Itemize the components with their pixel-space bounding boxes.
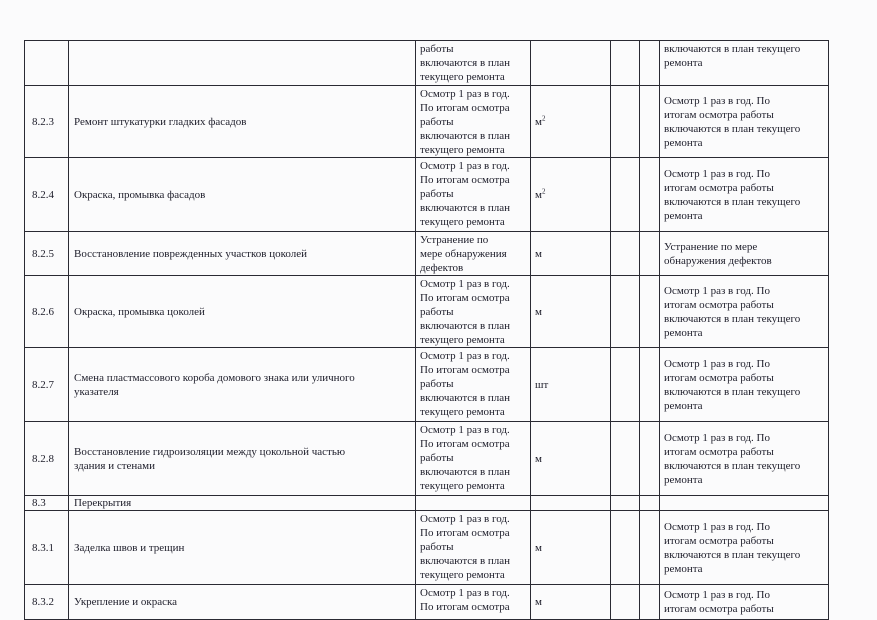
work-note — [660, 585, 829, 620]
row-number — [25, 496, 69, 511]
table-row — [25, 232, 829, 276]
empty-cell — [640, 232, 660, 276]
work-periodicity — [416, 232, 531, 276]
table-row — [25, 86, 829, 158]
work-name-text: Восстановление гидроизоляции между цокольной частью здания и стенами — [74, 445, 346, 472]
work-note-text: Устранение по мере обнаружения дефектов — [664, 240, 772, 267]
unit-of-measure — [531, 232, 611, 276]
work-note — [660, 86, 829, 158]
empty-cell — [611, 348, 640, 422]
table-row — [25, 348, 829, 422]
work-periodicity — [416, 86, 531, 158]
row-number-text: 8.3 — [32, 497, 46, 509]
unit-of-measure — [531, 585, 611, 620]
work-note — [660, 511, 829, 585]
unit-of-measure — [531, 422, 611, 496]
empty-cell — [640, 276, 660, 348]
work-note-text: включаются в план текущего ремонта — [664, 43, 801, 69]
work-note-text: Осмотр 1 раз в год. По итогам осмотра работы — [664, 589, 774, 615]
table-row — [25, 422, 829, 496]
empty-cell — [640, 348, 660, 422]
row-number — [25, 158, 69, 232]
empty-cell — [611, 511, 640, 585]
work-periodicity — [416, 348, 531, 422]
work-note — [660, 41, 829, 86]
row-number — [25, 276, 69, 348]
empty-cell — [611, 86, 640, 158]
row-number — [25, 348, 69, 422]
row-number — [25, 86, 69, 158]
work-name — [69, 422, 416, 496]
work-periodicity — [416, 276, 531, 348]
work-name-text: Ремонт штукатурки гладких фасадов — [74, 115, 247, 128]
table-row — [25, 158, 829, 232]
row-number — [25, 232, 69, 276]
unit-of-measure-text: м — [535, 596, 542, 608]
empty-cell — [611, 585, 640, 620]
work-periodicity-text: Осмотр 1 раз в год. По итогам осмотра работы включаются в план текущего ремонта — [420, 350, 511, 418]
work-periodicity-text: Осмотр 1 раз в год. По итогам осмотра работы включаются в план текущего ремонта — [420, 278, 511, 346]
unit-of-measure — [531, 86, 611, 158]
empty-cell — [640, 511, 660, 585]
work-periodicity-text: Осмотр 1 раз в год. По итогам осмотра работы включаются в план текущего ремонта — [420, 424, 511, 492]
unit-of-measure — [531, 496, 611, 511]
work-name-text: Перекрытия — [74, 497, 132, 509]
empty-cell — [611, 422, 640, 496]
work-note — [660, 158, 829, 232]
unit-of-measure — [531, 348, 611, 422]
work-name-text: Окраска, промывка фасадов — [74, 188, 206, 201]
work-name-text: Восстановление поврежденных участков цоколей — [74, 247, 307, 260]
work-name-text: Окраска, промывка цоколей — [74, 305, 205, 318]
work-periodicity-text: Осмотр 1 раз в год. По итогам осмотра работы включаются в план текущего ремонта — [420, 88, 511, 156]
row-number-text: 8.3.1 — [32, 541, 54, 554]
work-note — [660, 496, 829, 511]
table-row — [25, 511, 829, 585]
work-name — [69, 86, 416, 158]
work-periodicity-text: Осмотр 1 раз в год. По итогам осмотра — [420, 587, 510, 613]
row-number-text: 8.2.3 — [32, 115, 54, 128]
work-periodicity-text: Осмотр 1 раз в год. По итогам осмотра работы включаются в план текущего ремонта — [420, 513, 511, 581]
work-name — [69, 496, 416, 511]
empty-cell — [640, 496, 660, 511]
row-number — [25, 585, 69, 620]
work-periodicity — [416, 511, 531, 585]
empty-cell — [611, 41, 640, 86]
work-note-text: Осмотр 1 раз в год. По итогам осмотра работы включаются в план текущего ремонта — [664, 431, 801, 486]
row-number — [25, 422, 69, 496]
work-note — [660, 276, 829, 348]
unit-of-measure-text: м — [535, 247, 542, 260]
maintenance-table — [24, 40, 829, 620]
work-periodicity-text: Осмотр 1 раз в год. По итогам осмотра работы включаются в план текущего ремонта — [420, 160, 511, 228]
unit-of-measure-text: м — [535, 188, 542, 201]
work-periodicity — [416, 158, 531, 232]
unit-of-measure — [531, 276, 611, 348]
empty-cell — [640, 422, 660, 496]
row-number-text: 8.2.8 — [32, 452, 54, 465]
work-name-text: Смена пластмассового короба домового знака или уличного указателя — [74, 371, 355, 398]
row-number-text: 8.2.4 — [32, 188, 54, 201]
row-number-text: 8.2.6 — [32, 305, 54, 318]
empty-cell — [611, 276, 640, 348]
work-name — [69, 41, 416, 86]
empty-cell — [611, 158, 640, 232]
unit-of-measure-text: м — [535, 305, 542, 318]
work-name — [69, 511, 416, 585]
table-row — [25, 496, 829, 511]
empty-cell — [640, 41, 660, 86]
work-note — [660, 422, 829, 496]
work-periodicity — [416, 422, 531, 496]
work-name — [69, 348, 416, 422]
unit-of-measure-text: м — [535, 541, 542, 554]
table-row — [25, 276, 829, 348]
work-note-text: Осмотр 1 раз в год. По итогам осмотра работы включаются в план текущего ремонта — [664, 94, 801, 149]
work-name-text: Укрепление и окраска — [74, 596, 178, 608]
unit-of-measure-text: шт — [535, 378, 549, 391]
unit-of-measure — [531, 41, 611, 86]
empty-cell — [640, 585, 660, 620]
unit-of-measure — [531, 511, 611, 585]
work-note-text: Осмотр 1 раз в год. По итогам осмотра работы включаются в план текущего ремонта — [664, 520, 801, 575]
work-name-text: Заделка швов и трещин — [74, 541, 185, 554]
work-periodicity — [416, 585, 531, 620]
unit-of-measure-text: м — [535, 452, 542, 465]
unit-of-measure-text: м — [535, 115, 542, 128]
row-number-text: 8.2.7 — [32, 378, 54, 391]
work-note-text: Осмотр 1 раз в год. По итогам осмотра работы включаются в план текущего ремонта — [664, 284, 801, 339]
empty-cell — [640, 158, 660, 232]
table-body — [25, 41, 829, 620]
work-note-text: Осмотр 1 раз в год. По итогам осмотра работы включаются в план текущего ремонта — [664, 167, 801, 222]
unit-of-measure — [531, 158, 611, 232]
work-periodicity-text: Устранение по мере обнаружения дефектов — [420, 234, 507, 274]
work-note-text: Осмотр 1 раз в год. По итогам осмотра работы включаются в план текущего ремонта — [664, 357, 801, 412]
table-row — [25, 585, 829, 620]
work-name — [69, 232, 416, 276]
work-name — [69, 276, 416, 348]
unit-superscript: 2 — [541, 186, 546, 195]
work-note — [660, 232, 829, 276]
row-number-text: 8.3.2 — [32, 596, 54, 608]
empty-cell — [611, 496, 640, 511]
unit-superscript: 2 — [541, 113, 546, 122]
row-number-text: 8.2.5 — [32, 247, 54, 260]
table-row — [25, 41, 829, 86]
row-number — [25, 41, 69, 86]
work-name — [69, 158, 416, 232]
work-periodicity-text: работы включаются в план текущего ремонта — [420, 43, 511, 83]
empty-cell — [611, 232, 640, 276]
work-note — [660, 348, 829, 422]
work-periodicity — [416, 41, 531, 86]
work-name — [69, 585, 416, 620]
empty-cell — [640, 86, 660, 158]
row-number — [25, 511, 69, 585]
work-periodicity — [416, 496, 531, 511]
